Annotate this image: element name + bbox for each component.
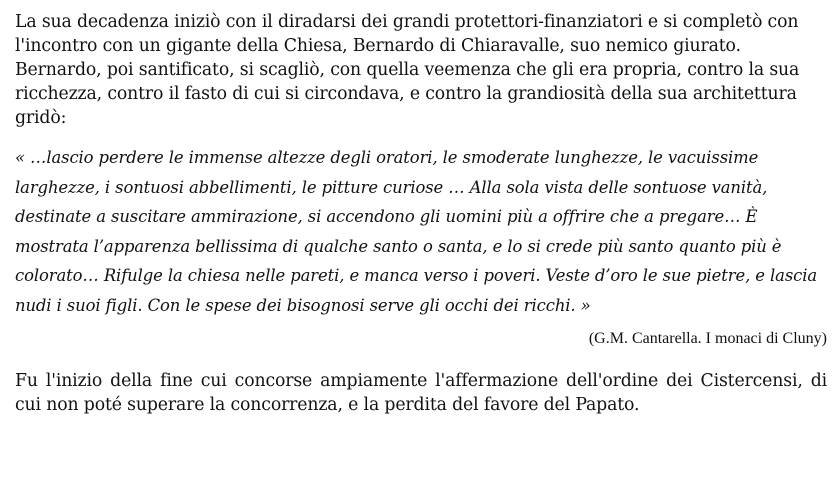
intro-paragraph: La sua decadenza iniziò con il diradarsi dei grandi protettori-finanziatori e si completò con l'incontro con un gigante della Chiesa, Bernardo di Chiaravalle, suo nemico giurato. Bernardo, poi santificato, si scagliò, con quella veemenza che gli era propria, contro la sua ricchezza, contro il fasto di cui si circondava, e contro la grandiosità della sua architettura gridò:: [15, 12, 800, 128]
document-page: [15, 10, 827, 417]
conclusion-paragraph: Fu l'inizio della fine cui concorse ampiamente l'affermazione dell'ordine dei Cistercensi, di cui non poté superare la concorrenza, e la perdita del favore del Papato.: [15, 371, 827, 415]
quote-citation: (G.M. Cantarella. I monaci di Cluny): [588, 330, 827, 347]
block-quote: « …lascio perdere le immense altezze degli oratori, le smoderate lunghezze, le vacuissime larghezze, i sontuosi abbellimenti, le pitture curiose … Alla sola vista delle sontuose vanità, destinate a suscitare ammirazione, si accendono gli uomini più a offrire che a pregare… È mostrata l’apparenza bellissima di qualche santo o santa, e lo si crede più santo quanto più è colorato… Rifulge la chiesa nelle pareti, e manca verso i poveri. Veste d’oro le sue pietre, e lascia nudi i suoi figli. Con le spese dei bisognosi serve gli occhi dei ricchi. »: [15, 148, 818, 315]
